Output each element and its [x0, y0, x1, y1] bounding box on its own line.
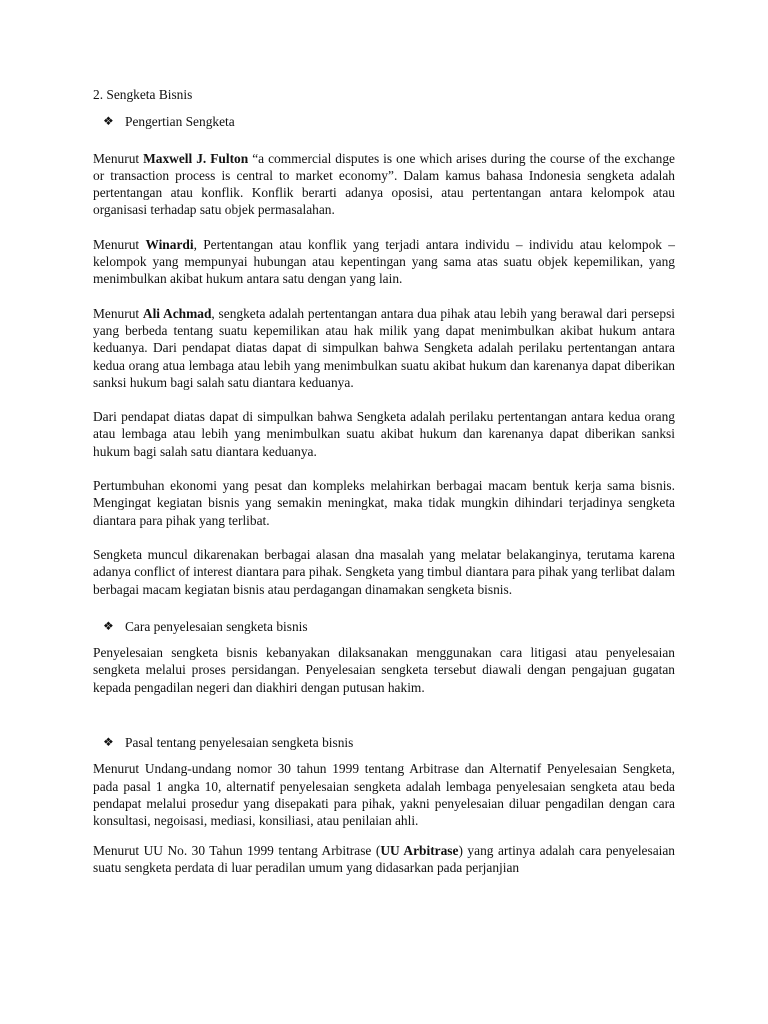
paragraph-fulton: Menurut Maxwell J. Fulton “a commercial disputes is one which arises during the course of the exchange or transaction process is central to market economy”. Dalam kamus bahasa Indonesia sengketa adalah pertentangan atau konflik. Konflik berarti adanya oposisi, atau pertentangan antara kelompok atau organisasi terhadap satu objek permasalahan.	[93, 150, 675, 218]
paragraph-uu-30: Menurut Undang-undang nomor 30 tahun 1999 tentang Arbitrase dan Alternatif Penyelesaian Sengketa, pada pasal 1 angka 10, alternatif penyelesaian sengketa adalah lembaga penyelesaian sengketa atau beda pendapat melalui prosedur yang disepakati para pihak, yakni penyelesaian diluar pengadilan dengan cara konsultasi, negoisasi, mediasi, konsiliasi, atau penilaian ahli.	[93, 761, 675, 829]
subheading-pasal	[103, 734, 675, 751]
subheading-label: Pengertian Sengketa	[125, 114, 235, 130]
subheading-pengertian	[103, 113, 675, 130]
author-name: Ali Achmad	[142, 305, 212, 321]
paragraph-sengketa-muncul: Sengketa muncul dikarenakan berbagai alasan dna masalah yang melatar belakanginya, terutama karena adanya conflict of interest diantara para pihak. Sengketa yang timbul diantara para pihak yang terlibat dalam berbagai macam kegiatan bisnis atau perdagangan dinamakan sengketa bisnis.	[93, 546, 675, 597]
paragraph-litigasi: Penyelesaian sengketa bisnis kebanyakan dilaksanakan menggunakan cara litigasi atau penyelesaian sengketa melalui proses persidangan. Penyelesaian sengketa tersebut diawali dengan pengajuan gugatan kepada pengadilan negeri dan diakhiri dengan putusan hakim.	[93, 645, 675, 695]
diamond-bullet-icon: ❖	[103, 114, 114, 129]
paragraph-winardi: Menurut Winardi, Pertentangan atau konflik yang terjadi antara individu – individu atau kelompok – kelompok yang mempunyai hubungan atau kepentingan yang sama atas suatu objek kepemilikan, yang menimbulkan akibat hukum antara satu dengan yang lain.	[93, 236, 675, 287]
paragraph-uu-arbitrase: Menurut UU No. 30 Tahun 1999 tentang Arbitrase (UU Arbitrase) yang artinya adalah cara penyelesaian suatu sengketa perdata di luar peradilan umum yang didasarkan pada perjanjian	[93, 842, 676, 875]
paragraph-ali-achmad: Menurut Ali Achmad, sengketa adalah pertentangan antara dua pihak atau lebih yang berawal dari persepsi yang berbeda tentang suatu kepemilikan atau hak milik yang dapat menimbulkan akibat hukum antara keduanya. Dari pendapat diatas dapat di simpulkan bahwa Sengketa adalah perilaku pertentangan antara kedua orang atua lembaga atau lebih yang menimbulkan suatu akibat hukum dan karenanya dapat diberikan sanksi hukum bagi salah satu diantara keduanya.	[93, 305, 676, 390]
author-name: Maxwell J. Fulton	[143, 150, 249, 166]
diamond-bullet-icon: ❖	[103, 735, 114, 750]
paragraph-pertumbuhan: Pertumbuhan ekonomi yang pesat dan kompleks melahirkan berbagai macam bentuk kerja sama bisnis. Mengingat kegiatan bisnis yang semakin meningkat, maka tidak mungkin dihindari terjadinya sengketa diantara para pihak yang terlibat.	[93, 478, 675, 528]
subheading-label: Pasal tentang penyelesaian sengketa bisnis	[125, 735, 354, 751]
subheading-label: Cara penyelesaian sengketa bisnis	[125, 618, 308, 634]
law-abbrev: UU Arbitrase	[380, 842, 459, 858]
subheading-cara	[103, 618, 675, 635]
document-body	[93, 86, 675, 876]
author-name: Winardi	[145, 236, 194, 252]
diamond-bullet-icon: ❖	[103, 618, 114, 633]
paragraph-conclusion: Dari pendapat diatas dapat di simpulkan bahwa Sengketa adalah perilaku pertentangan antara kedua orang atau lembaga atau lebih yang menimbulkan suatu akibat hukum dan karenanya dapat diberikan sanksi hukum bagi salah satu diantara keduanya.	[93, 409, 675, 459]
section-title: 2. Sengketa Bisnis	[93, 87, 193, 102]
